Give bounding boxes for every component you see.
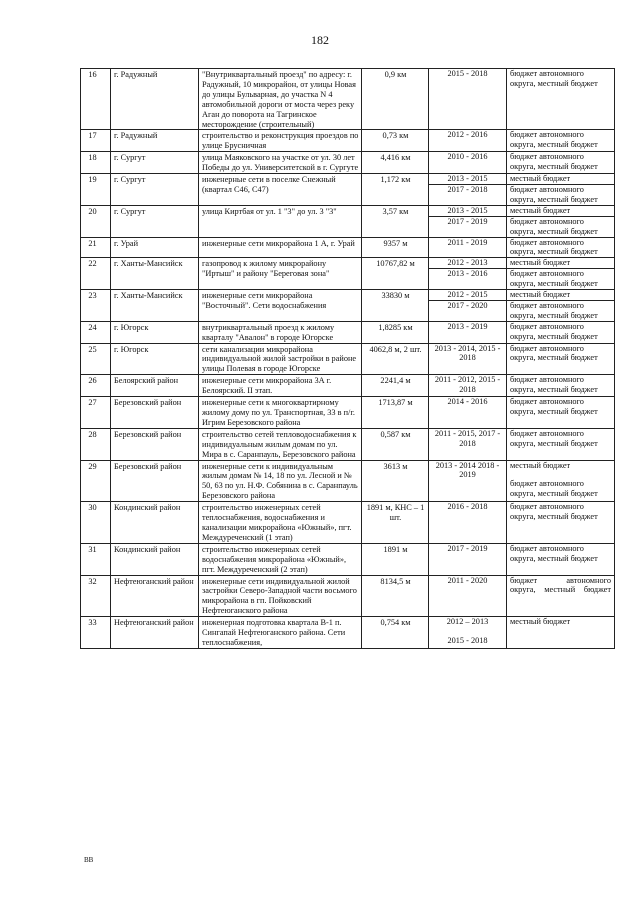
funding-value: бюджет автономного округа, местный бюджет xyxy=(510,543,598,563)
capacity-cell: 4062,8 м, 2 шт. xyxy=(362,343,429,375)
row-number: 28 xyxy=(81,428,111,460)
object-cell: инженерные сети к индивидуальным жилым домам № 14, 18 по ул. Лесной и № 50, 63 по ул. Н.Ф. Собянина в с. Саранпауль Березовского района xyxy=(199,460,362,502)
capacity-cell: 33830 м xyxy=(362,290,429,322)
municipality-cell: г. Югорск xyxy=(111,343,199,375)
row-number: 32 xyxy=(81,575,111,617)
funding-cell xyxy=(507,152,615,174)
municipality-cell: г. Сургут xyxy=(111,205,199,237)
period-value: 2015 - 2018 xyxy=(447,69,488,78)
object-cell: строительство инженерных сетей водоснабжения микрорайона «Южный», пгт. Междуреченский (2 этап) xyxy=(199,543,362,575)
period-cell xyxy=(429,397,507,429)
funding-value: бюджет автономного округа, местный бюджет xyxy=(510,375,598,395)
period-value: 2013 - 2019 xyxy=(447,321,488,331)
municipality-cell: г. Сургут xyxy=(111,174,199,206)
funding-cell xyxy=(507,575,615,617)
row-number: 26 xyxy=(81,375,111,397)
period-value: 2015 - 2018 xyxy=(447,636,488,646)
period-cell xyxy=(429,321,507,343)
table-row xyxy=(81,321,615,343)
row-number: 24 xyxy=(81,321,111,343)
municipality-cell: Березовский район xyxy=(111,428,199,460)
period-cell xyxy=(429,428,507,460)
funding-value: местный бюджет xyxy=(507,174,614,185)
object-cell: улица Киртбая от ул. 1 "3" до ул. 3 "3" xyxy=(199,205,362,237)
row-number: 22 xyxy=(81,258,111,290)
period-cell xyxy=(429,543,507,575)
period-cell xyxy=(429,575,507,617)
capacity-cell: 1713,87 м xyxy=(362,397,429,429)
row-number: 19 xyxy=(81,174,111,206)
period-value: 2012 - 2013 xyxy=(429,258,506,269)
period-value: 2017 - 2019 xyxy=(447,543,488,553)
page-number: 182 xyxy=(311,33,329,47)
period-value: 2013 - 2016 xyxy=(447,269,488,279)
table-row xyxy=(81,130,615,152)
capacity-cell: 1891 м, КНС – 1 шт. xyxy=(362,502,429,544)
period-value: 2011 - 2019 xyxy=(447,237,488,247)
capacity-cell: 9357 м xyxy=(362,237,429,258)
funding-value: бюджет автономного округа, местный бюджет xyxy=(510,428,598,448)
funding-value: местный бюджет xyxy=(507,290,614,301)
object-cell: инженерные сети в поселке Снежный (квартал С46, С47) xyxy=(199,174,362,206)
capacity-cell: 3613 м xyxy=(362,460,429,502)
object-cell: строительство инженерных сетей теплоснабжения, водоснабжения и канализации микрорайона «Южный», пгт. Междуреченский (1 этап) xyxy=(199,502,362,544)
funding-value: бюджет автономного округа, местный бюджет xyxy=(510,397,598,416)
municipality-cell: Нефтеюганский район xyxy=(111,575,199,617)
municipality-cell: Белоярский район xyxy=(111,375,199,397)
object-cell: внутриквартальный проезд к жилому кварталу "Авалон" в городе Югорске xyxy=(199,321,362,343)
object-cell: инженерные сети микрорайона "Восточный". Сети водоснабжения xyxy=(199,290,362,322)
funding-cell xyxy=(507,375,615,397)
object-cell: сети канализации микрорайона индивидуальной жилой застройки в районе улицы Полевая в городе Югорске xyxy=(199,343,362,375)
period-value: 2013 - 2014 2018 - 2019 xyxy=(435,460,500,480)
municipality-cell: г. Ханты-Мансийск xyxy=(111,258,199,290)
period-value: 2013 - 2015 xyxy=(429,174,506,185)
period-value: 2012 – 2013 xyxy=(446,617,489,627)
funding-cell xyxy=(507,321,615,343)
capacity-cell: 8134,5 м xyxy=(362,575,429,617)
period-value: 2017 - 2018 xyxy=(447,184,488,194)
table-row xyxy=(81,258,615,290)
funding-cell xyxy=(507,397,615,429)
funding-cell xyxy=(507,290,615,322)
period-value: 2014 - 2016 xyxy=(447,397,488,407)
municipality-cell: Кондинский район xyxy=(111,543,199,575)
municipality-cell: Березовский район xyxy=(111,397,199,429)
funding-value: бюджет автономного округа, местный бюджет xyxy=(510,216,598,236)
funding-value: бюджет автономного округа, местный бюджет xyxy=(510,237,598,257)
funding-value: бюджет автономного округа, местный бюджет xyxy=(510,152,598,172)
row-number: 29 xyxy=(81,460,111,502)
funding-value: бюджет автономного округа, местный бюджет xyxy=(510,575,611,595)
object-cell: строительство сетей тепловодоснабжения к индивидуальным жилым домам по ул. Мира в с. Саранпауль, Березовского района xyxy=(199,428,362,460)
row-number: 33 xyxy=(81,617,111,649)
row-number: 23 xyxy=(81,290,111,322)
object-cell: инженерные сети микрорайона 1 А, г. Урай xyxy=(199,237,362,258)
funding-cell xyxy=(507,130,615,152)
period-cell xyxy=(429,258,507,290)
period-cell xyxy=(429,502,507,544)
period-cell xyxy=(429,130,507,152)
municipality-cell: г. Радужный xyxy=(111,130,199,152)
period-cell xyxy=(429,174,507,206)
municipality-cell: Нефтеюганский район xyxy=(111,617,199,649)
funding-cell xyxy=(507,460,615,502)
funding-value: бюджет автономного округа, местный бюджет xyxy=(510,184,598,204)
period-value: 2011 - 2012, 2015 - 2018 xyxy=(434,375,501,395)
table-row xyxy=(81,502,615,544)
funding-value: бюджет автономного округа, местный бюджет xyxy=(510,502,598,522)
funding-cell xyxy=(507,343,615,375)
table-row xyxy=(81,428,615,460)
funding-value: бюджет автономного округа, местный бюджет xyxy=(510,479,598,499)
capacity-cell: 4,416 км xyxy=(362,152,429,174)
table-row xyxy=(81,617,615,649)
table-row xyxy=(81,237,615,258)
funding-cell xyxy=(507,258,615,290)
table-row xyxy=(81,69,615,130)
period-value: 2017 - 2019 xyxy=(447,216,488,226)
row-number: 31 xyxy=(81,543,111,575)
period-value: 2016 - 2018 xyxy=(447,502,488,512)
funding-cell xyxy=(507,502,615,544)
table-row xyxy=(81,152,615,174)
municipality-cell: Березовский район xyxy=(111,460,199,502)
capacity-cell: 0,9 км xyxy=(362,69,429,130)
period-value: 2011 - 2020 xyxy=(447,575,488,585)
funding-value: местный бюджет xyxy=(507,258,614,269)
municipality-cell: г. Сургут xyxy=(111,152,199,174)
funding-value: бюджет автономного округа, местный бюджет xyxy=(510,130,598,150)
period-value: 2012 - 2016 xyxy=(447,130,488,140)
funding-value: бюджет автономного округа, местный бюджет xyxy=(510,343,598,363)
funding-cell xyxy=(507,237,615,258)
row-number: 21 xyxy=(81,237,111,258)
table-row xyxy=(81,290,615,322)
funding-value: местный бюджет xyxy=(510,617,571,627)
object-cell: "Внутриквартальный проезд" по адресу: г. Радужный, 10 микрорайон, от улицы Новая до улицы Бульварная, до участка N 4 автомобильной дороги от моста через реку Аган до поворота на Тагринское месторождение (строительный) xyxy=(199,69,362,130)
funding-cell xyxy=(507,69,615,130)
municipality-cell: г. Ханты-Мансийск xyxy=(111,290,199,322)
table-row xyxy=(81,343,615,375)
table-row xyxy=(81,397,615,429)
municipality-cell: г. Югорск xyxy=(111,321,199,343)
capacity-cell: 3,57 км xyxy=(362,205,429,237)
table-row xyxy=(81,205,615,237)
capacity-cell: 0,754 км xyxy=(362,617,429,649)
row-number: 25 xyxy=(81,343,111,375)
funding-value: бюджет автономного округа, местный бюджет xyxy=(510,269,598,289)
period-value: 2011 - 2015, 2017 - 2018 xyxy=(434,428,501,448)
object-cell: газопровод к жилому микрорайону "Иртыш" и району "Береговая зона" xyxy=(199,258,362,290)
funding-value: бюджет автономного округа, местный бюджет xyxy=(510,300,598,320)
period-cell xyxy=(429,69,507,130)
capacity-cell: 1,172 км xyxy=(362,174,429,206)
capacity-cell: 0,587 км xyxy=(362,428,429,460)
municipality-cell: г. Радужный xyxy=(111,69,199,130)
table-row xyxy=(81,460,615,502)
period-cell xyxy=(429,237,507,258)
object-cell: инженерная подготовка квартала В-1 п. Сингапай Нефтеюганского района. Сети теплоснабжения, xyxy=(199,617,362,649)
object-cell: улица Маяковского на участке от ул. 30 лет Победы до ул. Университетской в г. Сургуте xyxy=(199,152,362,174)
capacity-cell: 2241,4 м xyxy=(362,375,429,397)
period-value: 2012 - 2015 xyxy=(429,290,506,301)
object-cell: инженерные сети индивидуальной жилой застройки Северо-Западной части восьмого микрорайона в гп. Пойковский Нефтеюганского района xyxy=(199,575,362,617)
object-cell: инженерные сети микрорайона 3А г. Белоярский. II этап. xyxy=(199,375,362,397)
row-number: 18 xyxy=(81,152,111,174)
row-number: 16 xyxy=(81,69,111,130)
funding-cell xyxy=(507,617,615,649)
municipality-cell: г. Урай xyxy=(111,237,199,258)
period-cell xyxy=(429,460,507,502)
period-value: 2010 - 2016 xyxy=(447,152,488,162)
row-number: 17 xyxy=(81,130,111,152)
object-cell: инженерные сети к многоквартирному жилому дому по ул. Транспортная, 33 в п/г. Игрим Березовского района xyxy=(199,397,362,429)
row-number: 20 xyxy=(81,205,111,237)
table-row xyxy=(81,174,615,206)
funding-cell xyxy=(507,205,615,237)
period-value: 2013 - 2015 xyxy=(429,206,506,217)
funding-value: бюджет автономного округа, местный бюджет xyxy=(510,321,598,341)
capacity-cell: 1891 м xyxy=(362,543,429,575)
period-value: 2017 - 2020 xyxy=(447,300,488,310)
capacity-cell: 1,8285 км xyxy=(362,321,429,343)
table-row xyxy=(81,575,615,617)
period-cell xyxy=(429,290,507,322)
capacity-cell: 10767,82 м xyxy=(362,258,429,290)
period-cell xyxy=(429,205,507,237)
period-cell xyxy=(429,343,507,375)
period-cell xyxy=(429,152,507,174)
period-cell xyxy=(429,617,507,649)
row-number: 27 xyxy=(81,397,111,429)
municipality-cell: Кондинский район xyxy=(111,502,199,544)
objects-table xyxy=(80,68,615,649)
table-row xyxy=(81,375,615,397)
row-number: 30 xyxy=(81,502,111,544)
table-row xyxy=(81,543,615,575)
period-cell xyxy=(429,375,507,397)
funding-cell xyxy=(507,543,615,575)
capacity-cell: 0,73 км xyxy=(362,130,429,152)
object-cell: строительство и реконструкция проездов по улице Брусничная xyxy=(199,130,362,152)
funding-cell xyxy=(507,428,615,460)
funding-value: местный бюджет xyxy=(507,206,614,217)
funding-cell xyxy=(507,174,615,206)
funding-value: местный бюджет xyxy=(510,460,571,470)
period-value: 2013 - 2014, 2015 - 2018 xyxy=(434,343,501,363)
funding-value: бюджет автономного округа, местный бюджет xyxy=(510,69,598,88)
footer-mark: ВВ xyxy=(84,856,94,864)
